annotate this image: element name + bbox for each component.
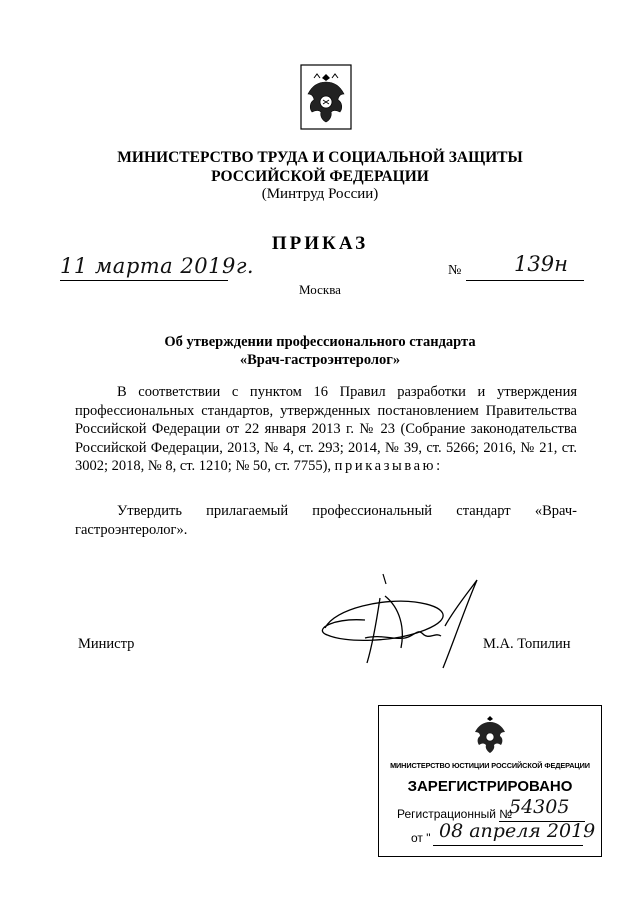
coat-of-arms-emblem	[300, 64, 352, 130]
stamp-emblem	[471, 712, 509, 756]
stamp-ministry-line: МИНИСТЕРСТВО ЮСТИЦИИ РОССИЙСКОЙ ФЕДЕРАЦИИ	[390, 761, 590, 770]
order-date: 11 марта 2019г.	[60, 254, 255, 278]
stamp-reg-number: 54305	[509, 796, 570, 818]
ministry-line1: МИНИСТЕРСТВО ТРУДА И СОЦИАЛЬНОЙ ЗАЩИТЫ	[117, 149, 523, 166]
stamp-registered-label: ЗАРЕГИСТРИРОВАНО	[407, 778, 573, 795]
order-number-label: №	[448, 263, 462, 278]
order-subject	[0, 333, 640, 369]
body-paragraph-2: Утвердить прилагаемый профессиональный стандарт «Врач-гастроэнтеролог».	[75, 503, 577, 538]
order-city: Москва	[299, 282, 341, 297]
minister-name: М.А. Топилин	[483, 636, 571, 652]
stamp-date: 08 апреля 2019	[439, 820, 596, 842]
paragraph1-text: В соответствии с пунктом 16 Правил разработки и утверждения профессиональных стандартов, утвержденных постановлением Правительства Российской Федерации от 22 января 2013 г. № 23 (Собрание законодательства Российской Федерации, 2013, № 4, ст. 293; 2014, № 39, ст. 5266; 2016, № 21, ст. 3002; 2018, № 8, ст. 1210; № 50, ст. 7755),	[75, 384, 577, 475]
ministry-short-name: (Минтруд России)	[261, 186, 379, 202]
subject-line1: Об утверждении профессионального стандарта	[164, 334, 476, 350]
ministry-line2: РОССИЙСКОЙ ФЕДЕРАЦИИ	[211, 168, 429, 185]
minister-label: Министр	[78, 636, 135, 652]
order-title: ПРИКАЗ	[271, 233, 369, 254]
minister-signature	[305, 568, 485, 678]
subject-line2: «Врач-гастроэнтеролог»	[239, 352, 401, 368]
stamp-date-prefix: от "	[411, 831, 431, 845]
body-paragraph-1	[75, 383, 577, 476]
paragraph1-emphasis: приказываю:	[334, 458, 443, 475]
stamp-reg-label: Регистрационный №	[397, 807, 513, 821]
ministry-name	[0, 148, 640, 186]
registration-stamp	[378, 705, 602, 857]
order-number: 139н	[514, 252, 568, 276]
